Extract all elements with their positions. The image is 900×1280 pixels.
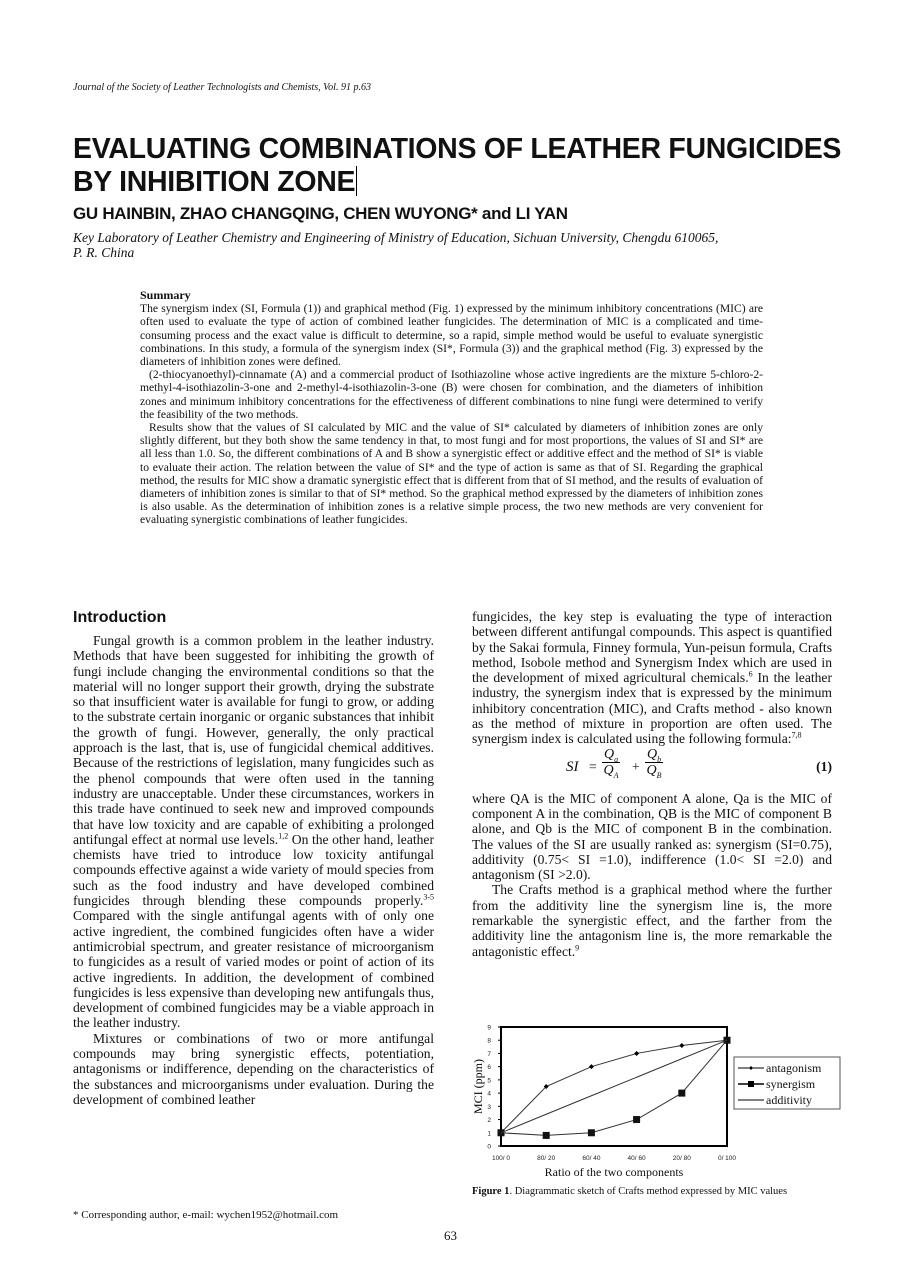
svg-text:6: 6 bbox=[487, 1064, 491, 1072]
left-column bbox=[73, 609, 434, 1107]
journal-header: Journal of the Society of Leather Technologists and Chemists, Vol. 91 p.63 bbox=[73, 82, 371, 93]
summary-paragraph: The synergism index (SI, Formula (1)) and graphical method (Fig. 1) expressed by the minimum inhibitory concentrations (MIC) are often used to evaluate the type of action of combined leather fungicides. The determination of MIC is a complicated and time-consuming process and the exact value is difficult to determine, so a rapid, simple method would be useful to evaluate synergistic combinations. In this study, a formula of the synergism index (SI*, Formula (3)) and the graphical method (Fig. 3) expressed by the diameters of inhibition zones were defined. bbox=[140, 302, 763, 369]
authors: GU HAINBIN, ZHAO CHANGQING, CHEN WUYONG* and LI YAN bbox=[73, 204, 568, 223]
body-paragraph: Mixtures or combinations of two or more antifungal compounds may bring synergistic effects, potentiation, antagonisms or indifference, depending on the characteristics of the substances and microorganisms under evaluation. During the development of combined leather bbox=[73, 1030, 434, 1107]
svg-text:0: 0 bbox=[487, 1143, 491, 1151]
right-column bbox=[472, 609, 832, 959]
formula-number: (1) bbox=[816, 758, 832, 774]
svg-text:8: 8 bbox=[487, 1037, 491, 1045]
paper-title bbox=[73, 133, 863, 199]
text-cursor bbox=[356, 166, 357, 196]
svg-text:7: 7 bbox=[487, 1050, 491, 1058]
svg-text:synergism: synergism bbox=[766, 1077, 816, 1091]
svg-text:20/ 80: 20/ 80 bbox=[672, 1155, 691, 1162]
footnote: * Corresponding author, e-mail: wychen1952@hotmail.com bbox=[73, 1209, 339, 1221]
svg-text:0/ 100: 0/ 100 bbox=[717, 1155, 737, 1162]
title-line-1: EVALUATING COMBINATIONS OF LEATHER FUNGICIDES bbox=[73, 133, 842, 165]
body-paragraph: Fungal growth is a common problem in the leather industry. Methods that have been suggested for inhibiting the growth of fungi include changing the environmental conditions so that the material will no longer support their growth, drying the substrate so that insufficient water is available for fungi to grow, or adding to the substrate certain inorganic or organic substances that inhibit the growth of fungi. However, generally, the only practical approach is the last, that is, use of fungicidal chemical additives. Because of the restrictions of legislation, many fungicides such as the phenol compounds that were often used in the tanning industry are unacceptable. Under these circumstances, workers in this trade have continued to seek new and improved compounds that have low toxicity and are capable of exhibiting a prolonged antifungal effect at normal use levels.$^{1,2}$ On the other hand, leather chemists have tried to introduce low toxicity antifungal compounds effective against a wide variety of mould species from such as the food industry and have developed combined fungicides through blending these compounds properly.$^{3-5}$ Compared with the single antifungal agents with of only one active ingredient, the combined fungicides often have a wider antimicrobial spectrum, and greater resistance of microorganism to fungicides as a result of varied modes or point of action of its active ingredients. In addition, the development of combined fungicides is less expensive than developing new antifungals thus, development of combined fungicides may be a viable approach in the leather industry. bbox=[73, 633, 435, 1031]
svg-text:3: 3 bbox=[487, 1103, 491, 1111]
svg-text:antagonism: antagonism bbox=[766, 1061, 822, 1075]
svg-text:4: 4 bbox=[487, 1090, 491, 1098]
summary-paragraph: Results show that the values of SI calculated by MIC and the value of SI* calculated by diameters of inhibition zones are only slightly different, but they both show the same tendency in that, to most fungi and for most proportions, the values of SI and SI* are all less than 1.0. So, the different combinations of A and B show a synergistic effect or additive effect and the method of SI* is viable to evaluate their action. The relation between the value of SI* and the type of action is same as that of SI. Regarding the graphical method, the results for MIC show a dramatic synergistic effect that is different from that of SI method, and the results of evaluation of diameters of inhibition zones is similar to that of SI* method. So the graphical method expressed by the diameters of inhibition zones is also usable. As the determination of inhibition zones is a relative simple process, the two new methods are very convenient for evaluating synergistic combinations of leather fungicides. bbox=[140, 421, 763, 527]
svg-text:40/ 60: 40/ 60 bbox=[627, 1155, 646, 1162]
section-heading-introduction: Introduction bbox=[73, 609, 167, 626]
svg-text:5: 5 bbox=[487, 1077, 491, 1085]
formula-1: SI = $\frac{Q_a}{Q_A}$ + $\frac{Q_b}{Q_B}$ (1) bbox=[566, 746, 832, 780]
svg-text:MCI (ppm): MCI (ppm) bbox=[471, 1059, 485, 1114]
svg-text:2: 2 bbox=[487, 1117, 491, 1125]
body-paragraph: where QA is the MIC of component A alone, Qa is the MIC of component A in the combination, QB is the MIC of component B alone, and Qb is the MIC of component B in the combination. The values of the SI are usually ranked as: synergism (SI=0.75), additivity (0.75< SI =1.0), indifference (1.0< SI =2.0) and antagonism (SI >2.0). bbox=[472, 790, 832, 883]
page-number: 63 bbox=[444, 1228, 457, 1243]
svg-text:9: 9 bbox=[487, 1024, 491, 1032]
series-additivity bbox=[501, 1040, 727, 1133]
svg-text:additivity: additivity bbox=[766, 1093, 812, 1107]
figure-caption: Figure 1. Diagrammatic sketch of Crafts method expressed by MIC values bbox=[472, 1186, 788, 1197]
summary bbox=[140, 289, 763, 527]
svg-text:80/ 20: 80/ 20 bbox=[537, 1155, 556, 1162]
summary-paragraph: (2-thiocyanoethyl)-cinnamate (A) and a commercial product of Isothiazoline whose active ingredients are the mixture 5-chloro-2-methyl-4-isothiazolin-3-one and 2-methyl-4-isothiazolin-3-one (B) were chosen for combination, and the diameters of inhibition zones and minimum inhibitory concentrations for the effectiveness of different combinations to nine fungi were determined to verify the feasibility of the two methods. bbox=[140, 368, 763, 421]
body-paragraph: The Crafts method is a graphical method where the further from the additivity line the synergism line is, the more remarkable the synergistic effect, and the farther from the additivity line the antagonism line is, the more remarkable the antagonistic effect.$^9$ bbox=[472, 882, 832, 959]
body-paragraph: fungicides, the key step is evaluating the type of interaction between different antifungal compounds. This aspect is quantified by the Sakai formula, Finney formula, Yun-peisun formula, Crafts method, Isobole method and Synergism Index which are used in the development of mixed agricultural chemicals.$^6$ In the leather industry, the synergism index that is expressed by the minimum inhibitory concentration (MIC), and Crafts method - also known as the method of mixture in proportion are often used. The synergism index is calculated using the following formula:$^{7,8}$ bbox=[472, 609, 832, 747]
svg-text:100/ 0: 100/ 0 bbox=[491, 1155, 511, 1162]
summary-heading: Summary bbox=[140, 288, 191, 302]
svg-text:1: 1 bbox=[487, 1130, 491, 1138]
affiliation: Key Laboratory of Leather Chemistry and Engineering of Ministry of Education, Sichuan University, Chengdu 610065, P. R. China bbox=[73, 230, 719, 260]
title-line-2: BY INHIBITION ZONE bbox=[73, 166, 356, 198]
svg-text:60/ 40: 60/ 40 bbox=[582, 1155, 601, 1162]
figure-1-chart bbox=[462, 1018, 852, 1208]
svg-text:Ratio of the two components: Ratio of the two components bbox=[544, 1165, 684, 1179]
